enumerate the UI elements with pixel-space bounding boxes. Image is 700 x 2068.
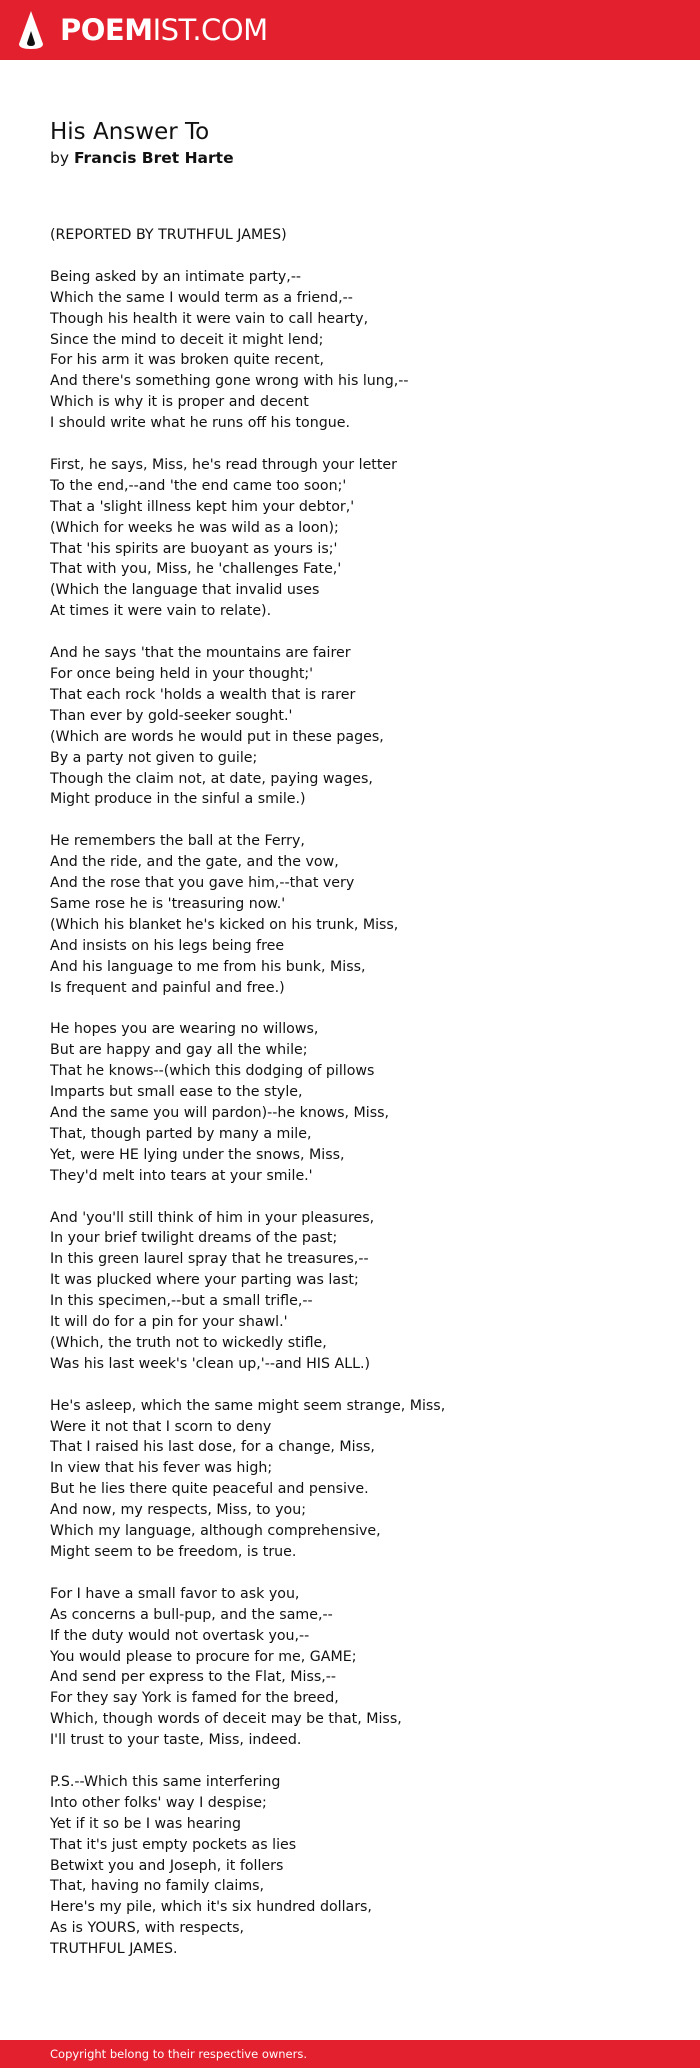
poem-line: For his arm it was broken quite recent,: [50, 352, 325, 369]
poem-line: In your brief twilight dreams of the past;: [50, 1230, 338, 1247]
poem-line: Which is why it is proper and decent: [50, 394, 309, 411]
poem-content: [50, 118, 670, 1981]
poem-line: At times it were vain to relate).: [50, 603, 272, 620]
poem-byline: [50, 147, 670, 169]
poem-line: You would please to procure for me, GAME;: [50, 1648, 357, 1665]
poem-line: And the same you will pardon)--he knows, Miss,: [50, 1104, 390, 1121]
poem-line: (REPORTED BY TRUTHFUL JAMES): [50, 227, 287, 243]
poem-line: And 'you'll still think of him in your pleasures,: [50, 1209, 375, 1226]
poem-line: And the ride, and the gate, and the vow,: [50, 854, 339, 871]
poem-line: As is YOURS, with respects,: [50, 1920, 245, 1937]
by-label: by: [50, 149, 70, 167]
poem-line: Yet if it so be I was hearing: [50, 1815, 241, 1832]
site-footer: [0, 2040, 700, 2068]
poem-line: They'd melt into tears at your smile.': [50, 1167, 313, 1184]
poem-line: First, he says, Miss, he's read through your letter: [50, 456, 397, 473]
poem-line: Which, though words of deceit may be that, Miss,: [50, 1711, 402, 1728]
poem-line: Into other folks' way I despise;: [50, 1794, 267, 1811]
poem-line: By a party not given to guile;: [50, 749, 258, 766]
logo-wordmark-bold: POEM: [60, 12, 153, 47]
poem-line: Betwixt you and Joseph, it follers: [50, 1857, 284, 1874]
poem-line: That with you, Miss, he 'challenges Fate,': [50, 561, 342, 578]
poem-line: That I raised his last dose, for a change, Miss,: [50, 1439, 375, 1456]
poem-line: For I have a small favor to ask you,: [50, 1585, 300, 1602]
poem-line: In this specimen,--but a small trifle,--: [50, 1293, 313, 1310]
author-name: Francis Bret Harte: [73, 149, 234, 167]
footer-copyright: Copyright belong to their respective owners.: [50, 2047, 308, 2061]
poem-stanza: [50, 267, 670, 434]
poem-stanza: [50, 1772, 670, 1960]
poem-line: Being asked by an intimate party,--: [50, 268, 302, 285]
poem-line: Though the claim not, at date, paying wages,: [50, 770, 373, 787]
poem-line: Same rose he is 'treasuring now.': [50, 895, 286, 912]
poem-line: And he says 'that the mountains are fairer: [50, 645, 351, 662]
logo-wordmark: [60, 12, 268, 47]
poem-line: And now, my respects, Miss, to you;: [50, 1502, 306, 1519]
poem-line: Were it not that I scorn to deny: [50, 1418, 272, 1435]
poem-line: If the duty would not overtask you,--: [50, 1627, 310, 1644]
poem-line: That 'his spirits are buoyant as yours is;': [50, 540, 338, 557]
poem-line: Which the same I would term as a friend,--: [50, 289, 353, 306]
poem-line: But he lies there quite peaceful and pensive.: [50, 1481, 369, 1498]
poem-line: That, though parted by many a mile,: [50, 1125, 312, 1142]
poem-line: He remembers the ball at the Ferry,: [50, 833, 305, 850]
poem-line: That it's just empty pockets as lies: [50, 1836, 297, 1853]
poem-line: For they say York is famed for the breed,: [50, 1690, 339, 1707]
logo-wordmark-light: IST.COM: [152, 12, 268, 47]
poem-line: And his language to me from his bunk, Miss,: [50, 958, 366, 975]
poem-line: (Which are words he would put in these pages,: [50, 728, 384, 745]
poem-stanza: [50, 1396, 670, 1563]
poem-line: And there's something gone wrong with his lung,--: [50, 373, 409, 390]
poem-line: Might produce in the sinful a smile.): [50, 791, 306, 808]
poem-line: As concerns a bull-pup, and the same,--: [50, 1606, 333, 1623]
poem-line: It was plucked where your parting was last;: [50, 1272, 359, 1289]
poem-stanza: [50, 831, 670, 998]
poem-line: Is frequent and painful and free.): [50, 979, 285, 996]
poem-line: Which my language, although comprehensive,: [50, 1523, 381, 1540]
poem-line: Though his health it were vain to call hearty,: [50, 310, 369, 327]
poem-line: Imparts but small ease to the style,: [50, 1084, 303, 1101]
poem-line: (Which, the truth not to wickedly stifle,: [50, 1334, 327, 1351]
poem-stanza: [50, 225, 670, 246]
poem-line: (Which his blanket he's kicked on his trunk, Miss,: [50, 916, 399, 933]
poem-line: Since the mind to deceit it might lend;: [50, 331, 324, 348]
poem-line: Might seem to be freedom, is true.: [50, 1543, 297, 1560]
poem-line: To the end,--and 'the end came too soon;': [50, 477, 347, 494]
poem-line: In this green laurel spray that he treasures,--: [50, 1251, 369, 1268]
site-logo-link[interactable]: [18, 11, 268, 49]
poem-line: That, having no family claims,: [50, 1878, 265, 1895]
poem-line: That he knows--(which this dodging of pillows: [50, 1063, 375, 1080]
poem-line: TRUTHFUL JAMES.: [50, 1941, 178, 1958]
poem-line: (Which the language that invalid uses: [50, 582, 320, 599]
poem-stanza: [50, 1584, 670, 1751]
poem-line: He's asleep, which the same might seem strange, Miss,: [50, 1397, 446, 1414]
poem-line: I should write what he runs off his tongue.: [50, 415, 350, 432]
poem-line: It will do for a pin for your shawl.': [50, 1314, 288, 1331]
poem-line: Was his last week's 'clean up,'--and HIS ALL.): [50, 1355, 371, 1372]
poem-line: And the rose that you gave him,--that very: [50, 875, 355, 892]
poem-line: Than ever by gold-seeker sought.': [50, 707, 293, 724]
poem-line: (Which for weeks he was wild as a loon);: [50, 519, 339, 536]
poem-line: I'll trust to your taste, Miss, indeed.: [50, 1732, 302, 1749]
poem-line: That a 'slight illness kept him your debtor,': [50, 498, 355, 515]
poem-stanza: [50, 1208, 670, 1375]
poem-line: In view that his fever was high;: [50, 1460, 273, 1477]
poem-line: That each rock 'holds a wealth that is rarer: [50, 686, 356, 703]
poem-line: But are happy and gay all the while;: [50, 1042, 308, 1059]
poem-line: P.S.--Which this same interfering: [50, 1773, 281, 1790]
poem-body: [50, 225, 670, 1960]
poem-line: And insists on his legs being free: [50, 937, 285, 954]
poem-stanza: [50, 455, 670, 622]
poem-line: He hopes you are wearing no willows,: [50, 1021, 319, 1038]
pen-nib-icon: [18, 11, 44, 49]
poem-line: Yet, were HE lying under the snows, Miss,: [50, 1146, 345, 1163]
poem-line: For once being held in your thought;': [50, 665, 314, 682]
poem-line: Here's my pile, which it's six hundred dollars,: [50, 1899, 372, 1916]
poem-stanza: [50, 1019, 670, 1186]
poem-line: And send per express to the Flat, Miss,--: [50, 1669, 336, 1686]
poem-stanza: [50, 643, 670, 810]
poem-title: His Answer To: [50, 119, 210, 145]
site-header: [0, 0, 700, 60]
